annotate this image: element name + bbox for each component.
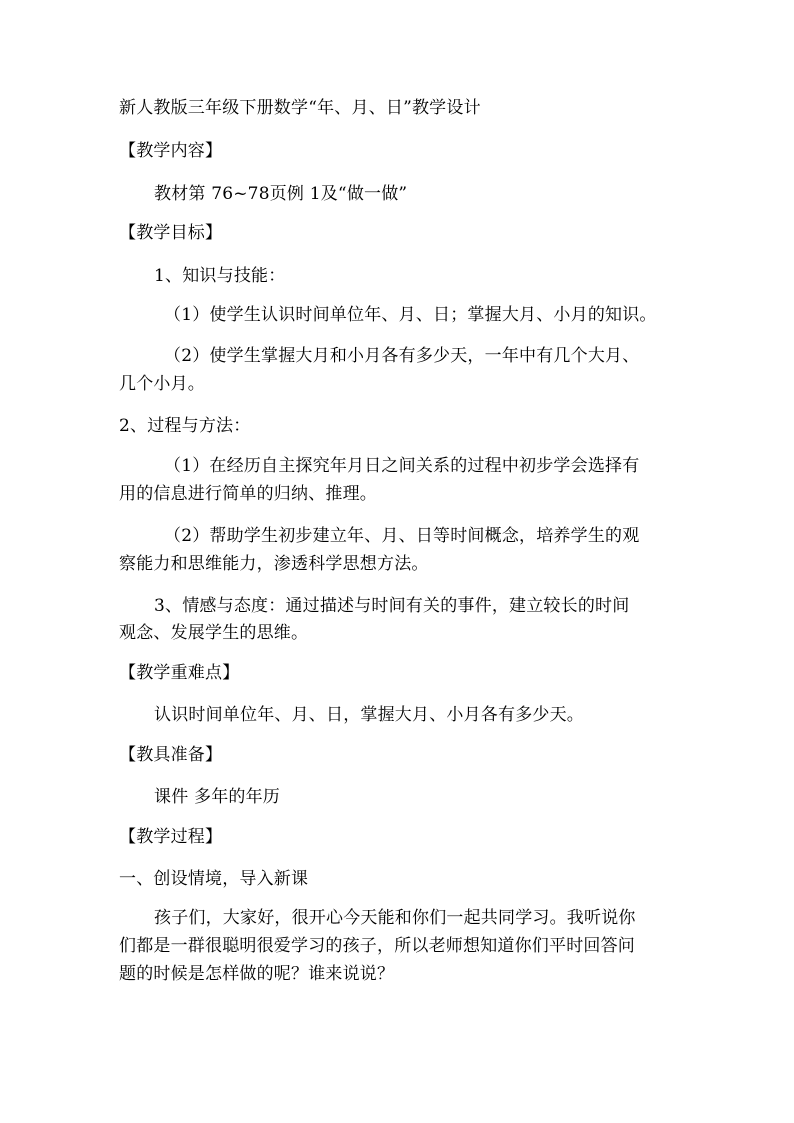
goal-3-line-1: 3、情感与态度：通过描述与时间有关的事件，建立较长的时间 — [154, 596, 630, 616]
goal-1-item-2-line-2: 几个小月。 — [119, 374, 205, 394]
goal-2-item-2-line-1: （2）帮助学生初步建立年、月、日等时间概念，培养学生的观 — [164, 526, 640, 546]
process-paragraph-line-3: 题的时候是怎样做的呢？谁来说说？ — [119, 964, 395, 984]
document-title: 新人教版三年级下册数学“年、月、日”教学设计 — [119, 98, 481, 118]
section-heading-tools: 【教具准备】 — [119, 745, 223, 765]
section-heading-key-points: 【教学重难点】 — [119, 663, 240, 683]
key-points-text: 认识时间单位年、月、日，掌握大月、小月各有多少天。 — [154, 705, 584, 725]
goal-2-item-1-line-1: （1）在经历自主探究年月日之间关系的过程中初步学会选择有 — [164, 456, 640, 476]
goal-2-heading: 2、过程与方法： — [119, 416, 251, 436]
goal-2-item-1-line-2: 用的信息进行简单的归纳、推理。 — [119, 484, 377, 504]
section-heading-process: 【教学过程】 — [119, 827, 223, 847]
content-text: 教材第 76~78页例 1及“做一做” — [154, 184, 408, 204]
tools-text: 课件 多年的年历 — [154, 787, 281, 807]
goal-1-item-2-line-1: （2）使学生掌握大月和小月各有多少天，一年中有几个大月、 — [164, 346, 640, 366]
goal-1-item-1: （1）使学生认识时间单位年、月、日；掌握大月、小月的知识。 — [164, 305, 657, 325]
process-paragraph-line-2: 们都是一群很聪明很爱学习的孩子，所以老师想知道你们平时回答问 — [119, 936, 635, 956]
goal-3-line-2: 观念、发展学生的思维。 — [119, 623, 309, 643]
section-heading-goals: 【教学目标】 — [119, 223, 223, 243]
section-heading-content: 【教学内容】 — [119, 141, 223, 161]
goal-1-heading: 1、知识与技能： — [154, 266, 286, 286]
goal-2-item-2-line-2: 察能力和思维能力，渗透科学思想方法。 — [119, 554, 429, 574]
process-paragraph-line-1: 孩子们，大家好，很开心今天能和你们一起共同学习。我听说你 — [154, 908, 636, 928]
process-step-1-heading: 一、创设情境，导入新课 — [119, 869, 309, 889]
